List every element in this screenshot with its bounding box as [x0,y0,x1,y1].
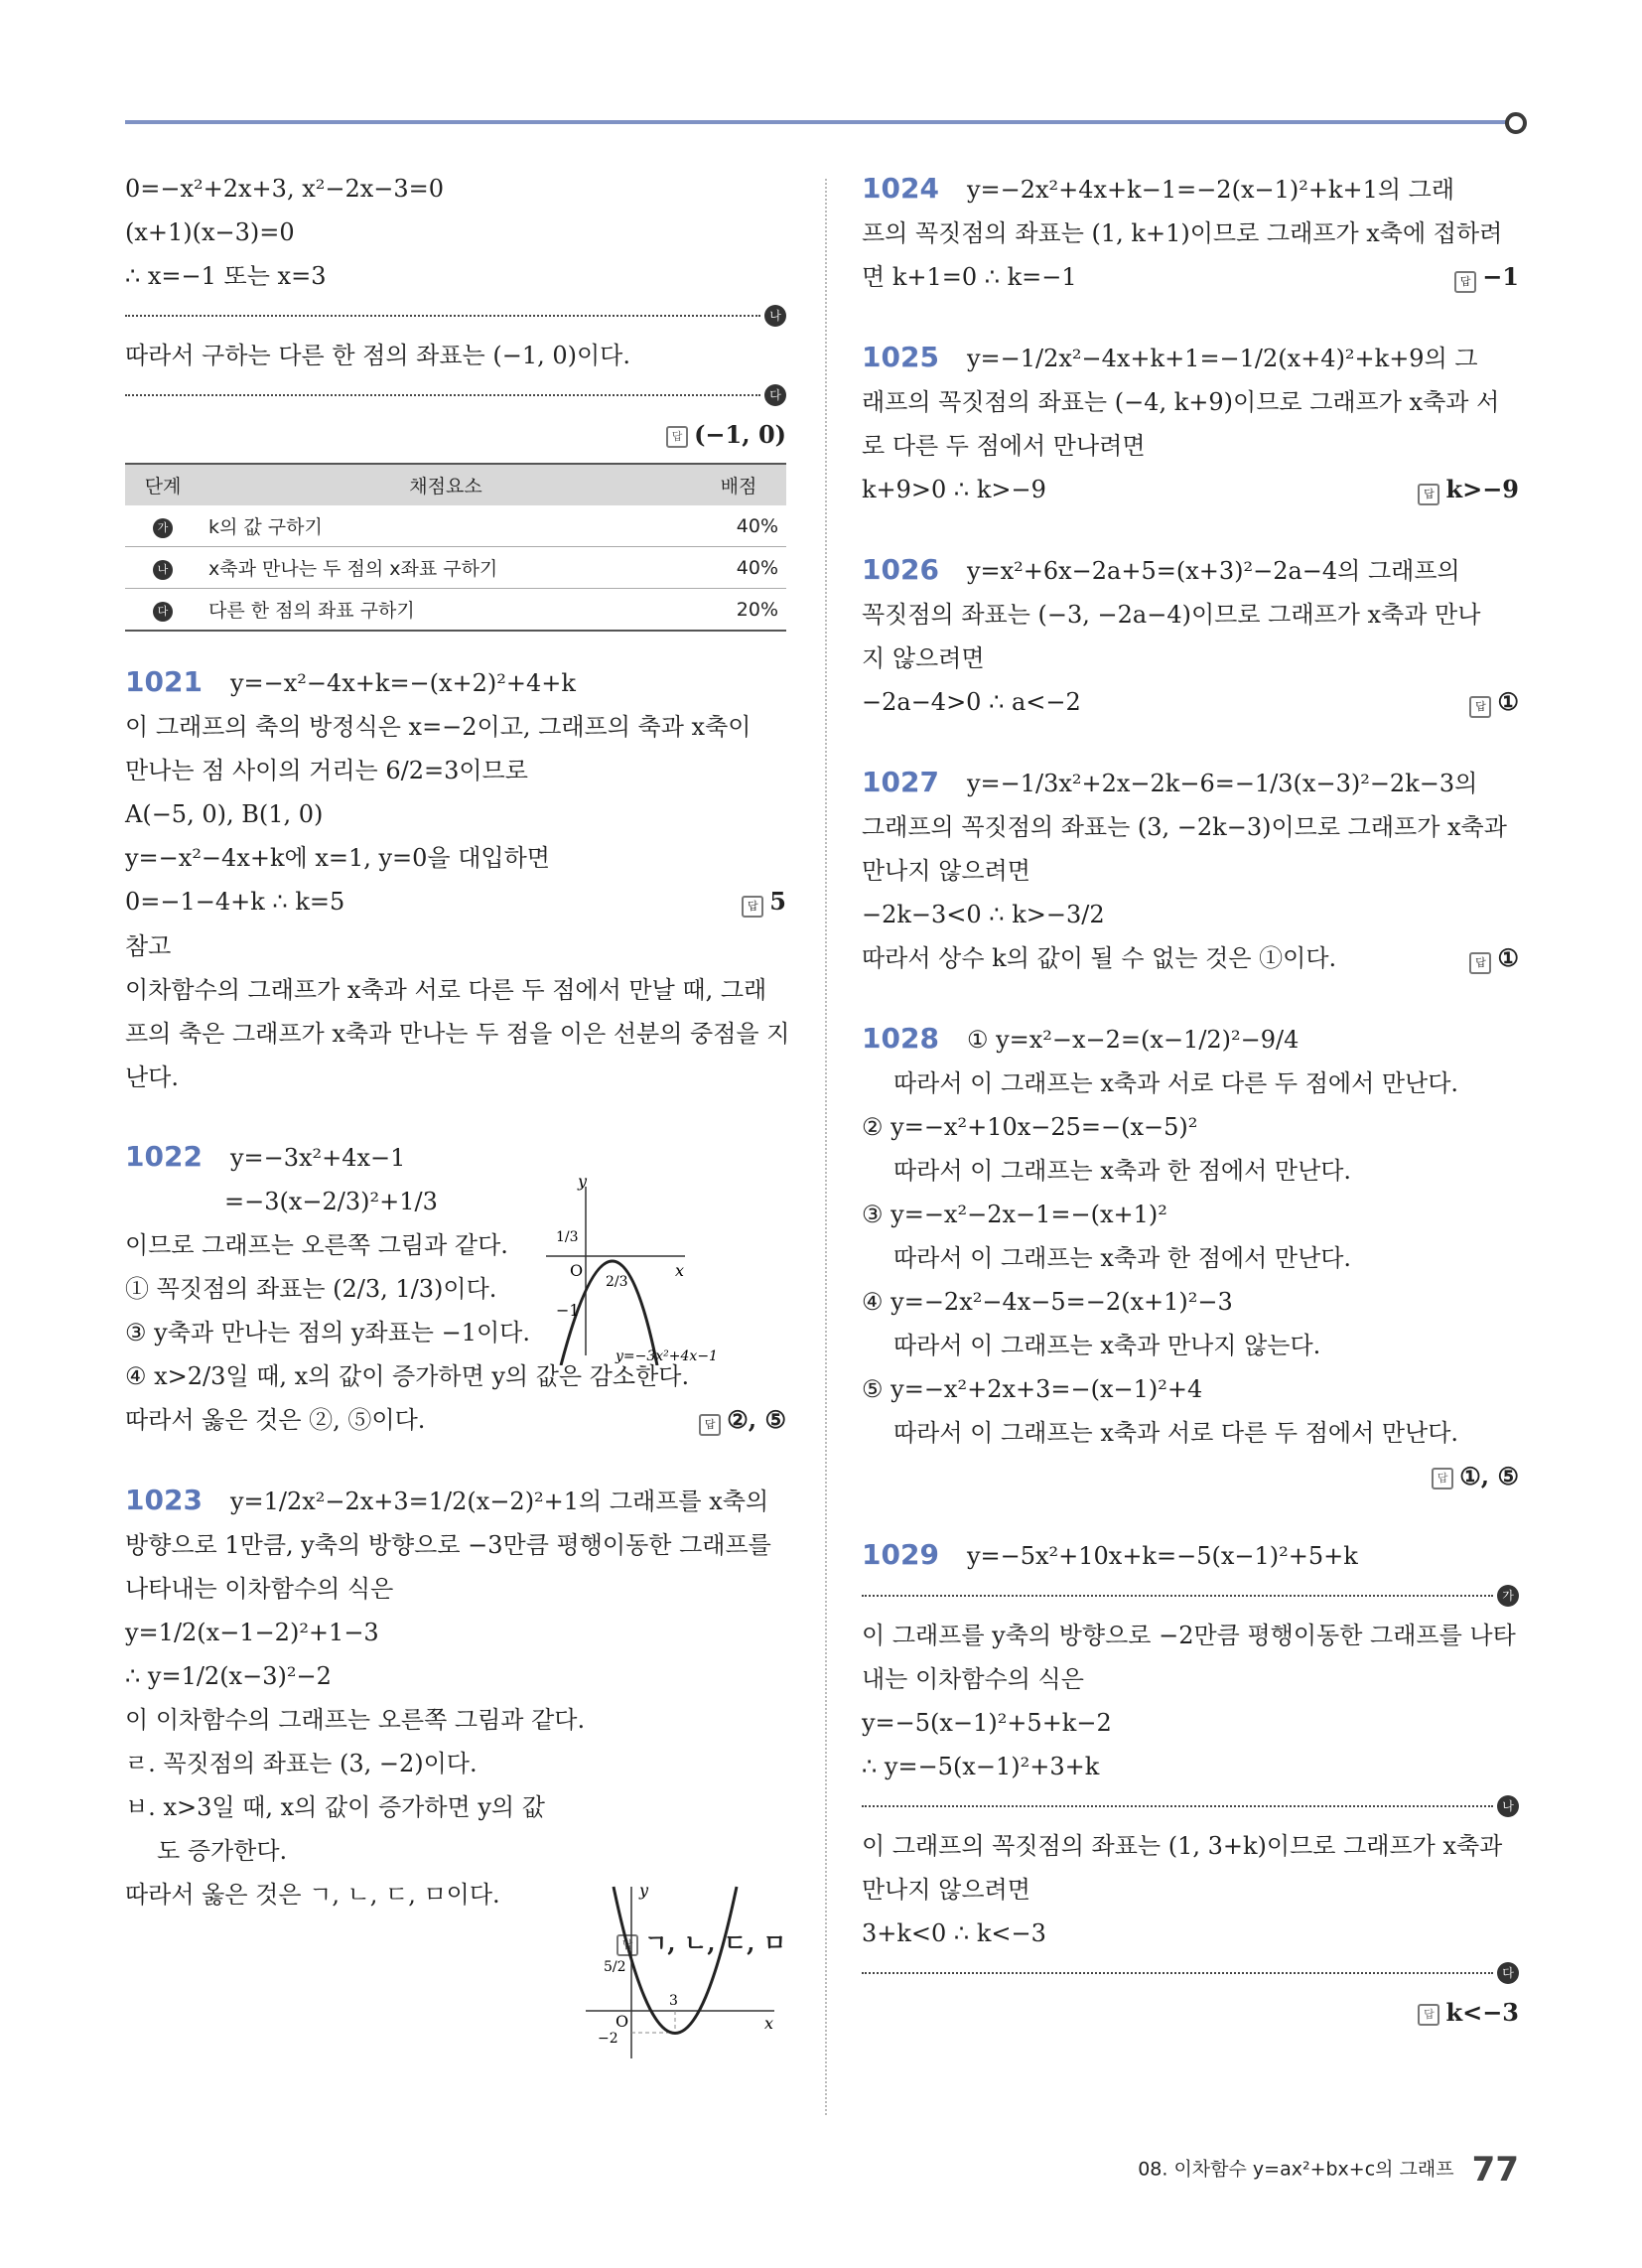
text-line: ⑤ y=−x²+2x+3=−(x−1)²+4 [862,1375,1203,1403]
equation: y=−1/2x²−4x+k+1=−1/2(x+4)²+k+9의 그 [966,345,1478,372]
step-marker: 나 [1497,1795,1519,1817]
answer-icon: 답 [1469,952,1491,974]
text-line: 래프의 꼭짓점의 좌표는 (−4, k+9)이므로 그래프가 x축과 서 [862,388,1500,416]
step-marker: 다 [153,602,173,622]
text-line: ② y=−x²+10x−25=−(x−5)² [862,1113,1198,1141]
problem-number: 1025 [862,341,939,373]
answer-value: ①, ⑤ [1459,1462,1519,1490]
chapter-title: 08. 이차함수 y=ax²+bx+c의 그래프 [1138,2158,1454,2181]
table-cell: 20% [691,589,786,632]
y-bottom-label: −2 [598,2031,618,2047]
right-column [862,174,1519,2041]
step-marker: 가 [153,518,173,538]
equation: y=1/2x²−2x+3=1/2(x−2)²+1의 그래프를 x축의 [229,1488,769,1515]
table-row [125,589,786,632]
answer-icon: 답 [616,1934,638,1956]
conclusion: 따라서 상수 k의 값이 될 수 없는 것은 ①이다. [862,944,1337,972]
problem-1027-header [862,768,1519,798]
answer-value: −1 [1482,262,1519,291]
text-line: 이 그래프를 y축의 방향으로 −2만큼 평행이동한 그래프를 나타 [862,1622,1516,1649]
equation: 0=−1−4+k ∴ k=5 [125,888,345,916]
column-divider [825,179,827,2115]
origin-label: O [616,2012,629,2031]
x-axis-label: x [675,1261,685,1280]
note-title: 참고 [125,932,172,960]
answer-value: ① [1497,687,1519,716]
origin-label: O [570,1261,584,1280]
answer-value: k<−3 [1445,1998,1519,2027]
text-line: ㄹ. 꼭짓점의 좌표는 (3, −2)이다. [125,1750,478,1777]
text-line: 도 증가한다. [157,1837,288,1865]
text-line: 따라서 이 그래프는 x축과 한 점에서 만난다. [893,1157,1352,1185]
answer-value: 5 [769,887,786,916]
equation: y=−1/3x²+2x−2k−6=−1/3(x−3)²−2k−3의 [966,770,1478,797]
top-rule-dot [1505,112,1527,134]
problem-number: 1027 [862,766,939,798]
answer-value: ㄱ, ㄴ, ㄷ, ㅁ [644,1928,786,1957]
answer-icon: 답 [742,896,763,918]
scoring-table [125,463,786,632]
text-line [125,1405,786,1436]
problem-1028-header [862,1024,1519,1055]
answer-icon: 답 [666,426,688,448]
text-line: 이 그래프의 꼭짓점의 좌표는 (1, 3+k)이므로 그래프가 x축과 [862,1832,1503,1860]
y-axis-label: y [639,1882,649,1900]
text-line: y=−5(x−1)²+5+k−2 [862,1709,1112,1737]
text-line: ③ y축과 만나는 점의 y좌표는 −1이다. [125,1319,530,1347]
text-line: ∴ y=1/2(x−3)²−2 [125,1662,332,1690]
parabola-graph-1023 [576,1882,784,2060]
parabola-graph-1022 [536,1177,794,1365]
text-line: 프의 축은 그래프가 x축과 만나는 두 점을 이은 선분의 중점을 지 [125,1020,790,1048]
equation: 면 k+1=0 ∴ k=−1 [862,263,1077,291]
table-row [125,547,786,589]
text-line: 만나는 점 사이의 거리는 6/2=3이므로 [125,757,528,784]
y-axis-label: y [578,1177,588,1191]
problem-1022-header [125,1142,786,1173]
text-line: 이 이차함수의 그래프는 오른쪽 그림과 같다. [125,1706,586,1734]
result-line: 따라서 구하는 다른 한 점의 좌표는 (−1, 0)이다. [125,342,630,369]
x-mark-label: 2/3 [606,1274,628,1290]
equation: y=−2x²+4x+k−1=−2(x−1)²+k+1의 그래 [966,176,1455,204]
text-line: ④ y=−2x²−4x−5=−2(x+1)²−3 [862,1288,1233,1316]
answer-icon: 답 [1418,2004,1439,2026]
problem-1029-header [862,1540,1519,1571]
table-header: 배점 [691,464,786,505]
answer-icon: 답 [699,1414,721,1436]
conclusion: 따라서 옳은 것은 ②, ⑤이다. [125,1406,426,1434]
table-cell: 40% [691,505,786,547]
text-line: ㅂ. x>3일 때, x의 값이 증가하면 y의 값 [125,1793,545,1821]
y-top-label: 5/2 [604,1959,626,1975]
problem-1023-header [125,1486,786,1516]
table-header: 단계 [125,464,201,505]
text-line: (x+1)(x−3)=0 [125,218,295,246]
answer-value: (−1, 0) [694,420,786,449]
y-bottom-label: −1 [556,1301,580,1320]
step-separator [862,1962,1519,1984]
equation: k+9>0 ∴ k>−9 [862,476,1046,503]
text-line: 0=−x²+2x+3, x²−2x−3=0 [125,175,445,203]
equation: y=−5x²+10x+k=−5(x−1)²+5+k [966,1542,1358,1570]
top-rule [125,120,1519,124]
step-marker: 나 [764,305,786,327]
text-line [862,943,1519,974]
step-marker: 다 [764,384,786,406]
step-marker: 가 [1497,1585,1519,1607]
text-line: 이므로 그래프는 오른쪽 그림과 같다. [125,1231,508,1259]
answer [125,420,786,449]
step-separator [862,1585,1519,1607]
text-line: 프의 꼭짓점의 좌표는 (1, k+1)이므로 그래프가 x축에 접하려 [862,219,1503,247]
text-line: 내는 이차함수의 식은 [862,1665,1084,1693]
problem-1024-header [862,174,1519,205]
problem-1026-header [862,555,1519,586]
table-cell: x축과 만나는 두 점의 x좌표 구하기 [201,547,691,589]
text-line: y=−x²−4x+k에 x=1, y=0을 대입하면 [125,844,550,872]
text-line [862,687,1519,718]
x-mark-label: 3 [669,1993,678,2009]
step-separator [125,305,786,327]
text-line: ① 꼭짓점의 좌표는 (2/3, 1/3)이다. [125,1275,497,1303]
text-line [862,262,1519,293]
equation: y=x²+6x−2a+5=(x+3)²−2a−4의 그래프의 [966,557,1460,585]
problem-number: 1028 [862,1022,939,1055]
table-header: 채점요소 [201,464,691,505]
text-line: 따라서 옳은 것은 ㄱ, ㄴ, ㄷ, ㅁ이다. [125,1881,500,1909]
table-cell: k의 값 구하기 [201,505,691,547]
text-line: 난다. [125,1063,179,1091]
left-column [125,174,790,1972]
text-line [862,475,1519,505]
answer [862,1462,1519,1490]
text-line: 따라서 이 그래프는 x축과 만나지 않는다. [893,1332,1321,1359]
step-separator [125,384,786,406]
step-marker: 나 [153,560,173,580]
x-axis-label: x [764,2014,774,2033]
table-cell: 다른 한 점의 좌표 구하기 [201,589,691,632]
equation: ① y=x²−x−2=(x−1/2)²−9/4 [966,1026,1300,1054]
answer-icon: 답 [1432,1468,1453,1489]
answer-icon: 답 [1454,271,1476,293]
text-line: 3+k<0 ∴ k<−3 [862,1919,1046,1947]
equation: y=−3x²+4x−1 [229,1144,406,1172]
problem-1021-header [125,667,786,698]
text-line: 만나지 않으려면 [862,857,1030,885]
page-number: 77 [1471,2150,1519,2190]
text-line: 로 다른 두 점에서 만나려면 [862,432,1146,460]
text-line: ∴ x=−1 또는 x=3 [125,262,327,290]
problem-number: 1026 [862,553,939,586]
answer-value: ① [1497,943,1519,972]
text-line: 이차함수의 그래프가 x축과 서로 다른 두 점에서 만날 때, 그래 [125,976,767,1004]
step-separator [862,1795,1519,1817]
text-line: 따라서 이 그래프는 x축과 서로 다른 두 점에서 만난다. [893,1419,1459,1447]
text-line: y=1/2(x−1−2)²+1−3 [125,1619,379,1646]
text-line: 나타내는 이차함수의 식은 [125,1575,394,1603]
problem-number: 1023 [125,1484,203,1516]
text-line: 지 않으려면 [862,644,985,672]
text-line: 방향으로 1만큼, y축의 방향으로 −3만큼 평행이동한 그래프를 [125,1531,771,1559]
text-line: 따라서 이 그래프는 x축과 서로 다른 두 점에서 만난다. [893,1069,1459,1097]
problem-number: 1021 [125,665,203,698]
equation: y=−x²−4x+k=−(x+2)²+4+k [229,669,576,697]
answer-value: k>−9 [1445,475,1519,503]
graph-caption: y=−3x²+4x−1 [616,1348,718,1364]
table-row [125,505,786,547]
text-line: ∴ y=−5(x−1)²+3+k [862,1753,1100,1780]
text-line: 그래프의 꼭짓점의 좌표는 (3, −2k−3)이므로 그래프가 x축과 [862,813,1507,841]
text-line: 만나지 않으려면 [862,1876,1030,1904]
problem-number: 1022 [125,1140,203,1173]
text-line: ④ x>2/3일 때, x의 값이 증가하면 y의 값은 감소한다. [125,1362,690,1390]
answer-value: ②, ⑤ [727,1405,786,1434]
answer-icon: 답 [1418,484,1439,505]
equation: −2a−4>0 ∴ a<−2 [862,688,1081,716]
equation: =−3(x−2/3)²+1/3 [224,1188,438,1215]
step-marker: 다 [1497,1962,1519,1984]
problem-number: 1029 [862,1538,939,1571]
problem-1025-header [862,343,1519,373]
text-line: ③ y=−x²−2x−1=−(x+1)² [862,1201,1167,1228]
text-line: −2k−3<0 ∴ k>−3/2 [862,901,1105,928]
text-line [125,887,786,918]
answer [862,1998,1519,2027]
answer-icon: 답 [1469,696,1491,718]
page-footer [1138,2150,1519,2190]
text-line: 꼭짓점의 좌표는 (−3, −2a−4)이므로 그래프가 x축과 만나 [862,601,1481,629]
problem-number: 1024 [862,172,939,205]
text-line: 이 그래프의 축의 방정식은 x=−2이고, 그래프의 축과 x축이 [125,713,752,741]
text-line: 따라서 이 그래프는 x축과 한 점에서 만난다. [893,1244,1352,1272]
y-top-label: 1/3 [556,1229,579,1245]
table-cell: 40% [691,547,786,589]
text-line: A(−5, 0), B(1, 0) [125,800,324,828]
